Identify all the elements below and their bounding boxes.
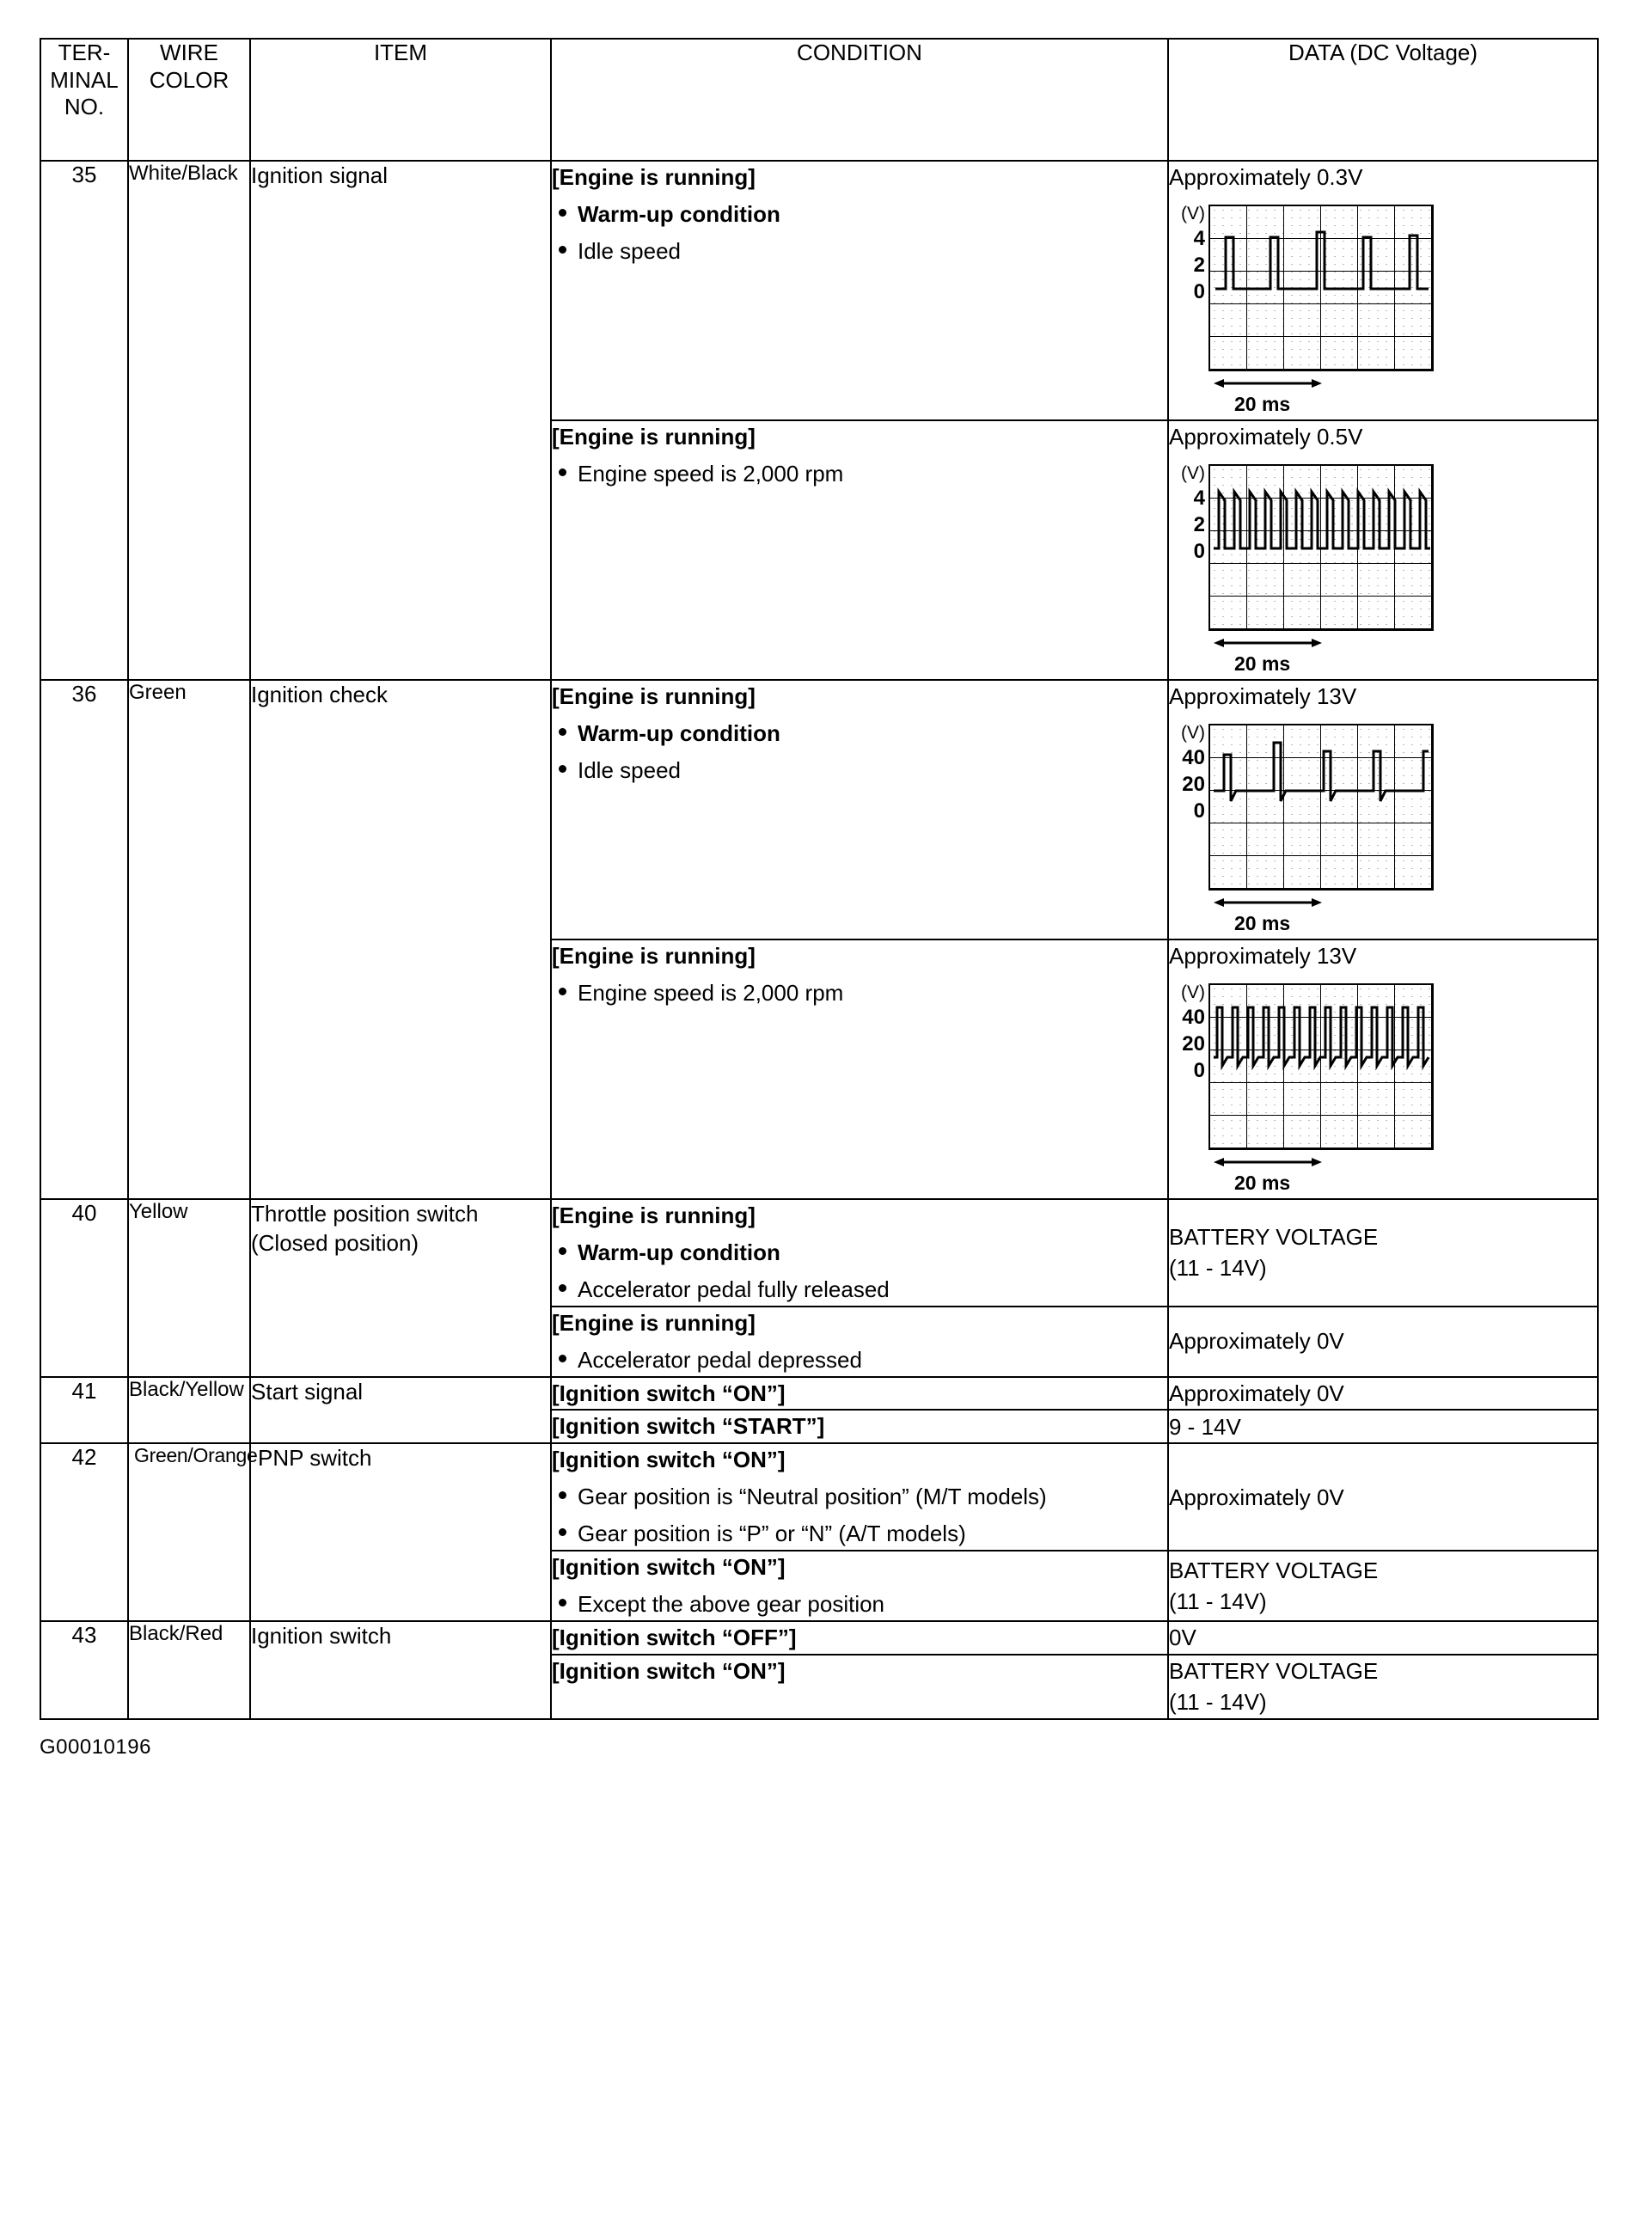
wire-color: Green/Orange [128, 1443, 250, 1621]
condition-bullet: Engine speed is 2,000 rpm [552, 977, 1167, 1009]
waveform-trace [1210, 985, 1432, 1148]
data-line: BATTERY VOLTAGE [1169, 1223, 1379, 1250]
condition-cell [551, 1410, 1168, 1443]
data-cell [1168, 161, 1598, 420]
waveform-tick: 4 [1193, 487, 1205, 511]
waveform-time-label: 20 ms [1234, 1172, 1291, 1195]
waveform-tick: 0 [1193, 1059, 1205, 1083]
header-wire-line1: WIRE [160, 40, 218, 65]
waveform-tick: 40 [1182, 746, 1205, 770]
terminal-no: 36 [40, 680, 128, 1199]
table-row [40, 161, 1598, 420]
header-terminal-line2: MINAL [50, 66, 119, 93]
data-text: Approximately 13V [1169, 943, 1357, 969]
item-name [250, 1199, 551, 1377]
terminal-no: 42 [40, 1443, 128, 1621]
terminal-spec-table [40, 38, 1599, 1720]
waveform-screen [1208, 464, 1434, 631]
waveform-tick: 20 [1182, 1032, 1205, 1056]
item-name: Ignition signal [250, 161, 551, 680]
condition-cell [551, 1377, 1168, 1411]
wire-color: White/Black [128, 161, 250, 680]
waveform-trace [1210, 466, 1432, 629]
condition-title: [Engine is running] [552, 683, 756, 709]
condition-cell [551, 1199, 1168, 1307]
item-name: PNP switch [250, 1443, 551, 1621]
condition-cell [551, 1551, 1168, 1621]
header-item: ITEM [250, 39, 551, 161]
item-line1: Throttle position switch [251, 1201, 479, 1227]
data-cell [1168, 1621, 1598, 1655]
condition-title: [Engine is running] [552, 164, 756, 190]
header-terminal-no [40, 39, 128, 161]
waveform-figure [1181, 982, 1434, 1195]
condition-bullet: Idle speed [552, 755, 1167, 786]
condition-bullets [552, 718, 1167, 786]
waveform-time-label: 20 ms [1234, 652, 1291, 676]
condition-bullet: Idle speed [552, 236, 1167, 267]
condition-bullets [552, 1344, 1167, 1376]
condition-bullet: Except the above gear position [552, 1588, 1167, 1620]
data-text: Approximately 0.5V [1169, 424, 1363, 450]
terminal-no: 43 [40, 1621, 128, 1719]
waveform-tick: 4 [1193, 227, 1205, 251]
item-name: Ignition switch [250, 1621, 551, 1719]
condition-title: [Ignition switch “ON”] [552, 1380, 786, 1406]
condition-title: [Engine is running] [552, 424, 756, 450]
header-terminal-line1: TER- [58, 40, 111, 65]
waveform-tick: 0 [1193, 540, 1205, 564]
condition-bullet: Accelerator pedal depressed [552, 1344, 1167, 1376]
condition-cell [551, 1621, 1168, 1655]
data-line: (11 - 14V) [1169, 1588, 1267, 1614]
condition-bullets [552, 458, 1167, 490]
condition-bullets [552, 1481, 1167, 1550]
condition-cell [551, 680, 1168, 939]
waveform-axis-labels [1169, 464, 1205, 562]
data-cell [1168, 1443, 1598, 1551]
condition-cell [551, 1307, 1168, 1377]
waveform-tick: 0 [1193, 799, 1205, 823]
table-row [40, 1377, 1598, 1411]
condition-title: [Engine is running] [552, 1309, 756, 1336]
header-condition: CONDITION [551, 39, 1168, 161]
condition-cell [551, 420, 1168, 680]
waveform-trace [1210, 206, 1432, 370]
waveform-time-label: 20 ms [1234, 393, 1291, 416]
data-line: 9 - 14V [1169, 1413, 1241, 1440]
condition-title: [Ignition switch “ON”] [552, 1657, 786, 1684]
waveform-axis-labels [1169, 983, 1205, 1081]
item-name: Ignition check [250, 680, 551, 1199]
data-cell [1168, 1199, 1598, 1307]
terminal-no: 35 [40, 161, 128, 680]
data-line: Approximately 0V [1169, 1380, 1344, 1406]
condition-title: [Engine is running] [552, 1203, 756, 1228]
waveform-screen [1208, 724, 1434, 890]
waveform-tick: 0 [1193, 280, 1205, 304]
waveform-unit: (V) [1181, 463, 1205, 484]
data-cell [1168, 1551, 1598, 1621]
wire-color: Black/Red [128, 1621, 250, 1719]
table-row [40, 680, 1598, 939]
waveform-figure [1181, 204, 1434, 416]
waveform-axis-labels [1169, 724, 1205, 822]
table-row [40, 1621, 1598, 1655]
data-cell [1168, 680, 1598, 939]
data-line: BATTERY VOLTAGE [1169, 1557, 1379, 1583]
waveform-axis-labels [1169, 205, 1205, 303]
waveform-timebase [1208, 1154, 1434, 1193]
waveform-tick: 2 [1193, 513, 1205, 537]
waveform-tick: 2 [1193, 254, 1205, 278]
terminal-no: 41 [40, 1377, 128, 1444]
header-data: DATA (DC Voltage) [1168, 39, 1598, 161]
data-line: 0V [1169, 1625, 1196, 1651]
waveform-figure [1181, 723, 1434, 935]
terminal-no: 40 [40, 1199, 128, 1377]
wire-color: Green [128, 680, 250, 1199]
data-line: Approximately 0V [1169, 1328, 1344, 1355]
data-cell [1168, 939, 1598, 1199]
condition-title: [Ignition switch “OFF”] [552, 1624, 797, 1650]
data-cell [1168, 1655, 1598, 1719]
header-wire-line2: COLOR [149, 66, 229, 93]
waveform-time-label: 20 ms [1234, 912, 1291, 935]
waveform-figure [1181, 463, 1434, 676]
condition-bullet: Warm-up condition [552, 1237, 1167, 1269]
condition-cell [551, 1443, 1168, 1551]
condition-cell [551, 939, 1168, 1199]
waveform-timebase [1208, 894, 1434, 933]
waveform-trace [1210, 725, 1432, 889]
waveform-timebase [1208, 375, 1434, 414]
item-line2: (Closed position) [251, 1229, 419, 1256]
waveform-screen [1208, 205, 1434, 371]
condition-bullets [552, 1588, 1167, 1620]
data-text: Approximately 0.3V [1169, 164, 1363, 190]
condition-bullet: Warm-up condition [552, 199, 1167, 230]
table-row [40, 1199, 1598, 1307]
waveform-unit: (V) [1181, 723, 1205, 744]
table-row [40, 1443, 1598, 1551]
data-line: BATTERY VOLTAGE [1169, 1657, 1379, 1684]
data-cell [1168, 420, 1598, 680]
condition-bullet: Gear position is “P” or “N” (A/T models) [552, 1518, 1167, 1550]
data-text: Approximately 13V [1169, 683, 1357, 709]
data-line: Approximately 0V [1169, 1484, 1344, 1510]
data-cell [1168, 1410, 1598, 1443]
waveform-screen [1208, 983, 1434, 1150]
table-header-row [40, 39, 1598, 161]
condition-cell [551, 1655, 1168, 1719]
condition-bullet: Engine speed is 2,000 rpm [552, 458, 1167, 490]
condition-title: [Engine is running] [552, 943, 756, 969]
data-line: (11 - 14V) [1169, 1255, 1267, 1282]
waveform-timebase [1208, 634, 1434, 674]
data-cell [1168, 1377, 1598, 1411]
condition-bullets [552, 1237, 1167, 1306]
header-terminal-line3: NO. [64, 94, 105, 120]
condition-title: [Ignition switch “START”] [552, 1413, 825, 1440]
waveform-tick: 20 [1182, 773, 1205, 797]
condition-bullet: Gear position is “Neutral position” (M/T models) [552, 1481, 1167, 1513]
waveform-unit: (V) [1181, 204, 1205, 224]
waveform-tick: 40 [1182, 1006, 1205, 1030]
condition-bullet: Accelerator pedal fully released [552, 1274, 1167, 1306]
condition-bullet: Warm-up condition [552, 718, 1167, 750]
header-wire-color [128, 39, 250, 161]
waveform-unit: (V) [1181, 982, 1205, 1003]
condition-bullets [552, 199, 1167, 267]
condition-cell [551, 161, 1168, 420]
item-name: Start signal [250, 1377, 551, 1444]
wire-color: Yellow [128, 1199, 250, 1377]
condition-bullets [552, 977, 1167, 1009]
data-cell [1168, 1307, 1598, 1377]
condition-title: [Ignition switch “ON”] [552, 1447, 786, 1473]
condition-title: [Ignition switch “ON”] [552, 1554, 786, 1581]
wire-color: Black/Yellow [128, 1377, 250, 1444]
figure-code: G00010196 [40, 1735, 151, 1759]
data-line: (11 - 14V) [1169, 1689, 1267, 1716]
